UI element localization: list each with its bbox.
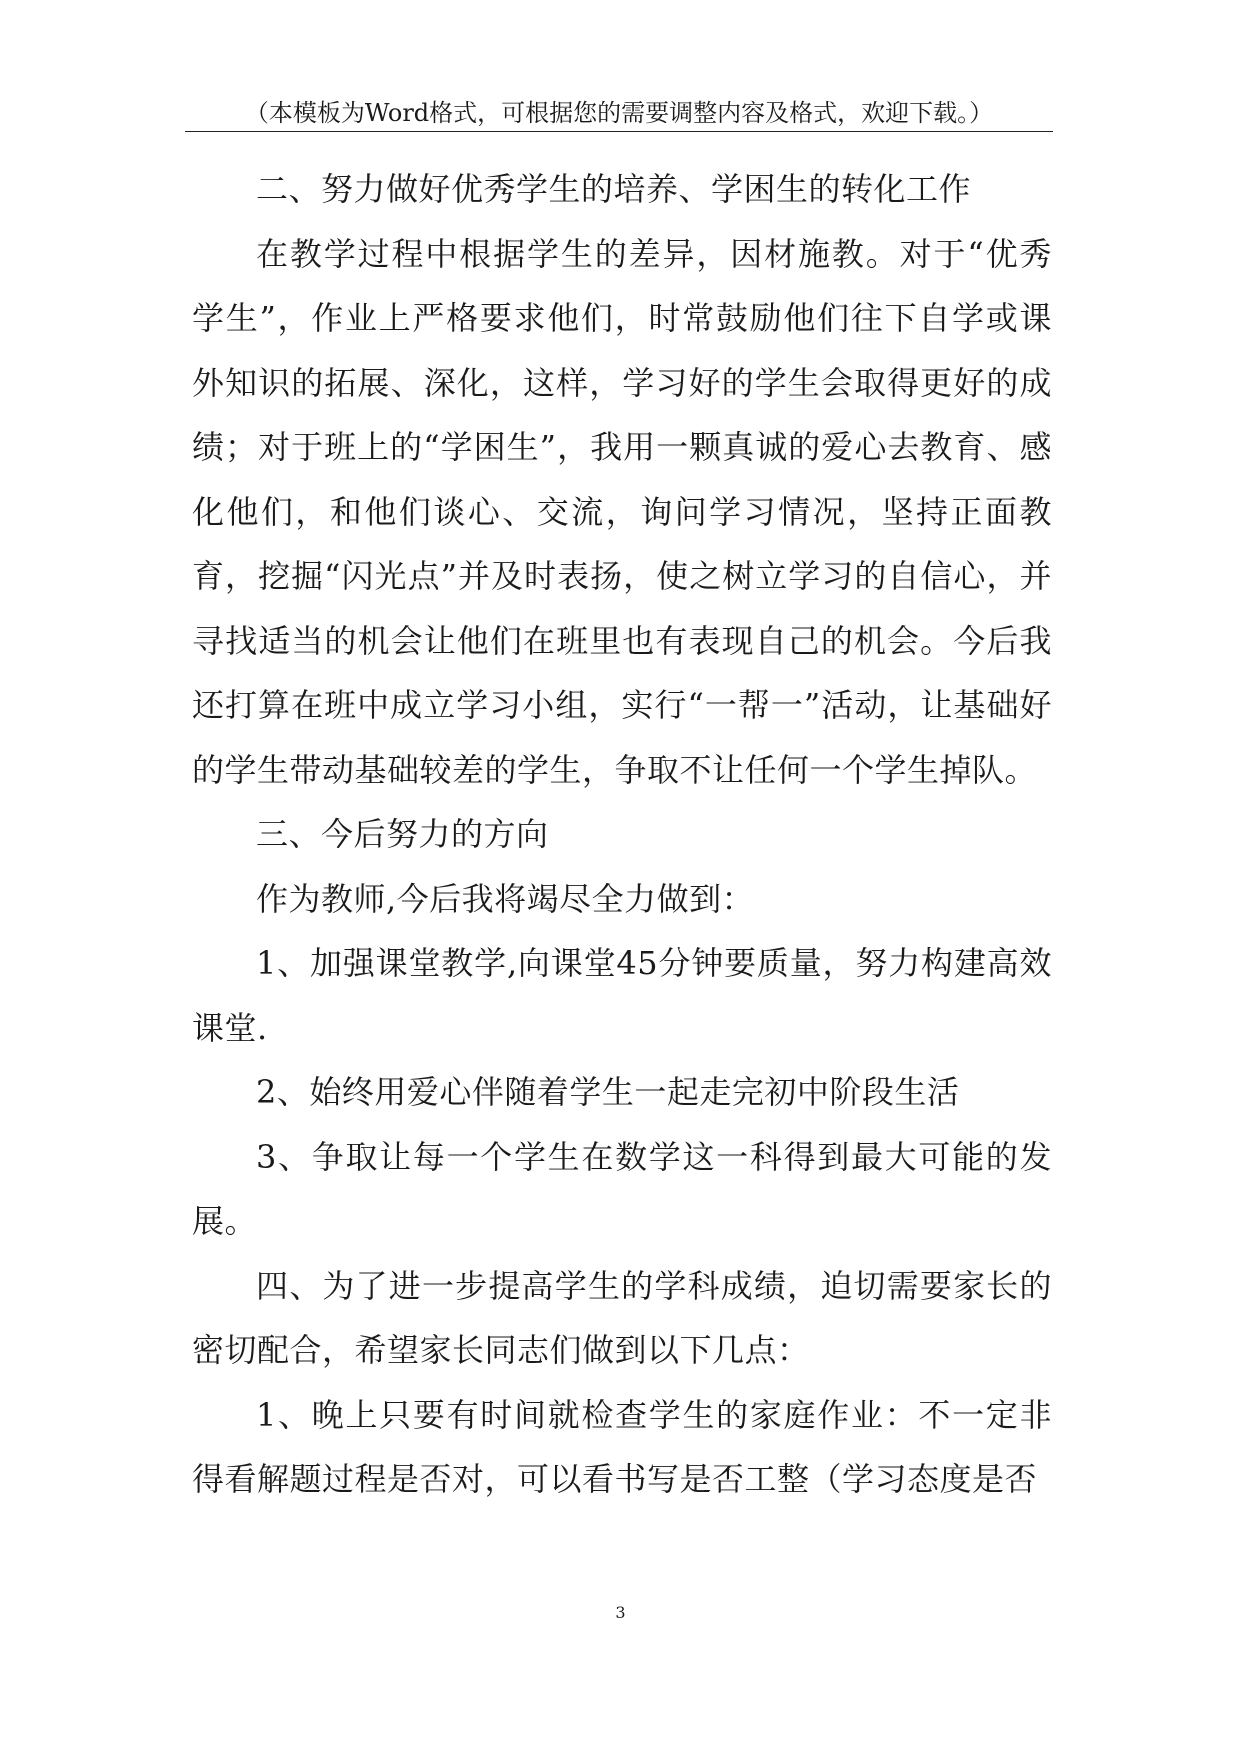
template-notice: （本模板为Word格式，可根据您的需要调整内容及格式，欢迎下载。） — [244, 99, 994, 127]
section-heading-3: 三、今后努力的方向 — [256, 815, 549, 853]
list-item-3: 3、争取让每一个学生在数学这一科得到最大可能的发展。 — [192, 1137, 1052, 1240]
list-item-1: 1、加强课堂教学,向课堂45分钟要质量，努力构建高效课堂. — [192, 944, 1052, 1047]
page-number: 3 — [615, 1603, 626, 1622]
document-body — [192, 157, 1052, 1512]
paragraph-teacher-commitment: 作为教师,今后我将竭尽全力做到： — [256, 879, 755, 918]
parent-list-item-1: 1、晚上只要有时间就检查学生的家庭作业：不一定非得看解题过程是否对，可以看书写是否工整（学习态度是否 — [192, 1395, 1052, 1498]
paragraph-teaching-differentiation: 在教学过程中根据学生的差异，因材施教。对于“优秀学生”，作业上严格要求他们，时常鼓励他们往下自学或课外知识的拓展、深化，这样，学习好的学生会取得更好的成绩；对于班上的“学困生”，我用一颗真诚的爱心去教育、感化他们，和他们谈心、交流，询问学习情况，坚持正面教育，挖掘“闪光点”并及时表扬，使之树立学习的自信心，并寻找适当的机会让他们在班里也有表现自己的机会。今后我还打算在班中成立学习小组，实行“一帮一”活动，让基础好的学生带动基础较差的学生，争取不让任何一个学生掉队。 — [192, 234, 1052, 789]
list-item-2: 2、始终用爱心伴随着学生一起走完初中阶段生活 — [256, 1073, 960, 1111]
section-heading-2: 二、努力做好优秀学生的培养、学困生的转化工作 — [256, 170, 972, 208]
section-heading-4: 四、为了进一步提高学生的学科成绩，迫切需要家长的密切配合，希望家长同志们做到以下几点： — [192, 1266, 1052, 1369]
header-divider — [185, 131, 1053, 132]
